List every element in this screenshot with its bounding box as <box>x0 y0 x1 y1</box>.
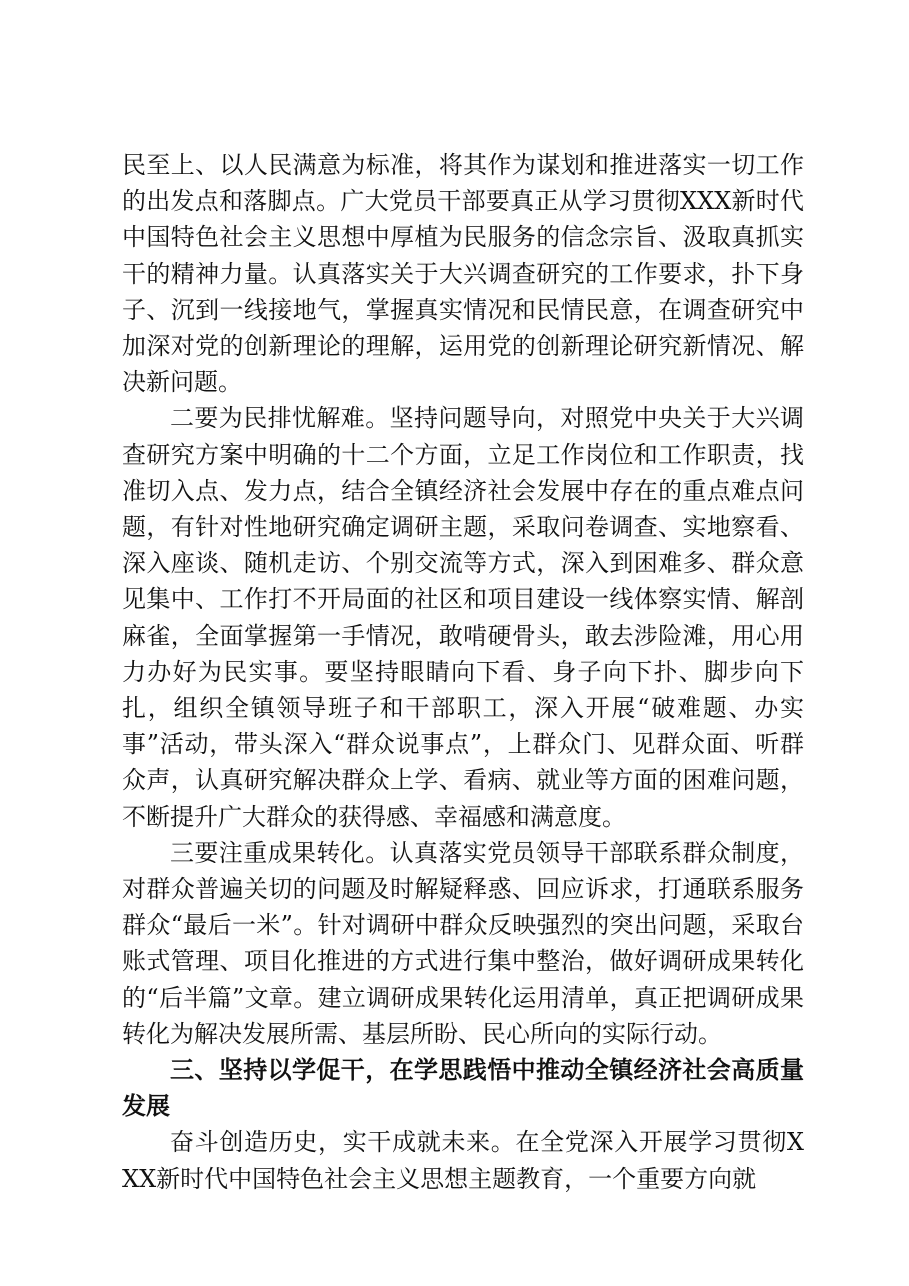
paragraph-people-first: 民至上、以人民满意为标准，将其作为谋划和推进落实一切工作的出发点和落脚点。广大党员干部要真正从学习贯彻XXX新时代中国特色社会主义思想中厚植为民服务的信念宗旨、汲取真抓实干的精神力量。认真落实关于大兴调查研究的工作要求，扑下身子、沉到一线接地气，掌握真实情况和民情民意，在调查研究中加深对党的创新理论的理解，运用党的创新理论研究新情况、解决新问题。 <box>122 151 804 397</box>
paragraph-result-transformation: 三要注重成果转化。认真落实党员领导干部联系群众制度，对群众普遍关切的问题及时解疑释惑、回应诉求，打通联系服务群众“最后一米”。针对调研中群众反映强烈的突出问题，采取台账式管理、项目化推进的方式进行集中整治，做好调研成果转化的“后半篇”文章。建立调研成果转化运用清单，真正把调研成果转化为解决发展所需、基层所盼、民心所向的实际行动。 <box>122 838 804 1048</box>
section-heading-three: 三、坚持以学促干，在学思践悟中推动全镇经济社会高质量发展 <box>122 1056 804 1121</box>
paragraph-relieve-worries: 二要为民排忧解难。坚持问题导向，对照党中央关于大兴调查研究方案中明确的十二个方面，立足工作岗位和工作职责，找准切入点、发力点，结合全镇经济社会发展中存在的重点难点问题，有针对性地研究确定调研主题，采取问卷调查、实地察看、深入座谈、随机走访、个别交流等方式，深入到困难多、群众意见集中、工作打不开局面的社区和项目建设一线体察实情、解剖麻雀，全面掌握第一手情况，敢啃硬骨头，敢去涉险滩，用心用力办好为民实事。要坚持眼睛向下看、身子向下扑、脚步向下扎，组织全镇领导班子和干部职工，深入开展“破难题、办实事”活动，带头深入“群众说事点”，上群众门、见群众面、听群众声，认真研究解决群众上学、看病、就业等方面的困难问题，不断提升广大群众的获得感、幸福感和满意度。 <box>122 404 804 831</box>
paragraph-struggle-history: 奋斗创造历史，实干成就未来。在全党深入开展学习贯彻XXX新时代中国特色社会主义思想主题教育，一个重要方向就 <box>122 1128 804 1193</box>
document-body <box>122 147 804 1197</box>
